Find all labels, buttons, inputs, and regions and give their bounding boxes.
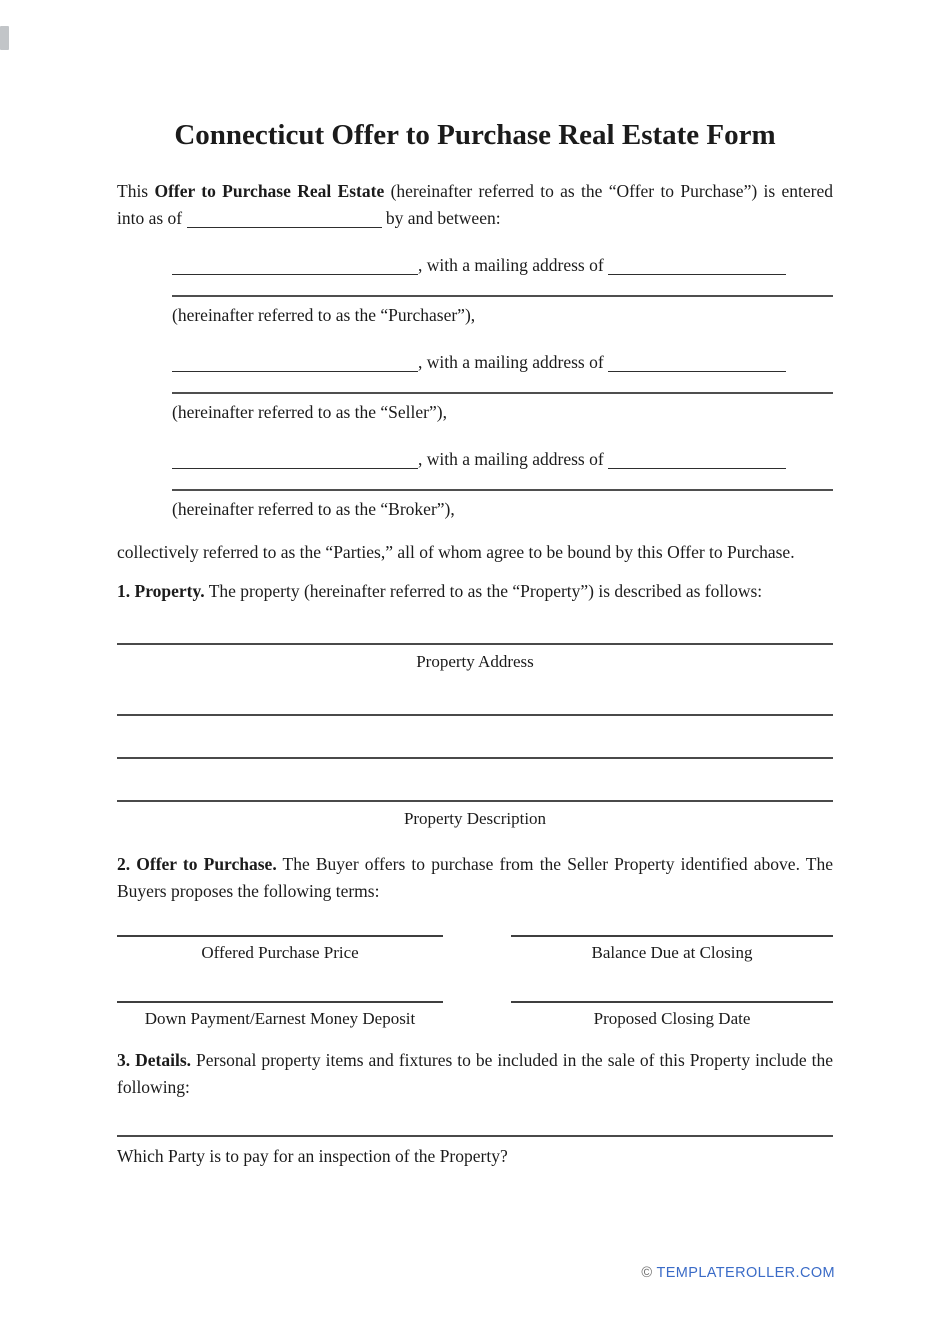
section-2-paragraph [117,851,833,905]
seller-address-continuation-blank[interactable] [172,392,833,394]
broker-address-blank[interactable] [608,450,786,469]
balance-due-blank[interactable] [511,935,833,937]
mailing-address-text: , with a mailing address of [418,255,609,275]
purchaser-address-continuation-blank[interactable] [172,295,833,297]
intro-lead: This [117,181,155,201]
property-description-blank-3[interactable] [117,800,833,802]
templateroller-link[interactable]: TEMPLATEROLLER.COM [656,1265,835,1281]
broker-name-line [172,446,833,473]
inspection-question: Which Party is to pay for an inspection of the Property? [117,1146,508,1166]
intro-tail: by and between: [381,208,501,228]
offered-purchase-price-blank[interactable] [117,935,443,937]
section-3-body: Personal property items and fixtures to be included in the sale of this Property include the following: [117,1050,833,1097]
purchaser-label: (hereinafter referred to as the “Purchaser”), [172,305,476,325]
offered-purchase-price-field [117,935,443,965]
purchaser-name-blank[interactable] [172,256,418,275]
section-3-paragraph [117,1047,833,1101]
proposed-closing-date-caption: Proposed Closing Date [593,1009,751,1028]
intro-mid: (hereinafter referred to as the “Offer to Purchase”) is entered into as of [117,181,833,228]
section-3-heading: 3. Details. [117,1050,192,1070]
balance-due-field [511,935,833,965]
effective-date-blank[interactable] [187,209,382,228]
balance-due-caption: Balance Due at Closing [591,943,753,962]
property-description-blank-2[interactable] [117,757,833,759]
mailing-address-text: , with a mailing address of [418,449,609,469]
details-blank[interactable] [117,1135,833,1137]
proposed-closing-date-blank[interactable] [511,1001,833,1003]
offer-fields-row-1 [117,935,833,965]
property-description-blank-1[interactable] [117,714,833,716]
section-2-heading: 2. Offer to Purchase. [117,854,277,874]
property-address-blank[interactable] [117,643,833,645]
intro-paragraph [117,178,833,232]
broker-block [172,446,833,523]
scan-artifact [0,26,9,50]
footer [641,1265,835,1281]
seller-label: (hereinafter referred to as the “Seller”), [172,402,447,422]
broker-name-blank[interactable] [172,450,418,469]
collective-paragraph: collectively referred to as the “Parties,” all of whom agree to be bound by this Offer to Purchase. [117,542,795,562]
property-address-caption: Property Address [416,652,534,671]
broker-label: (hereinafter referred to as the “Broker”), [172,499,455,519]
purchaser-address-blank[interactable] [608,256,786,275]
section-2-body: The Buyer offers to purchase from the Seller Property identified above. The Buyers proposes the following terms: [117,854,833,901]
down-payment-blank[interactable] [117,1001,443,1003]
intro-bold-phrase: Offer to Purchase Real Estate [154,181,385,201]
seller-name-line [172,349,833,376]
broker-address-continuation-blank[interactable] [172,489,833,491]
proposed-closing-date-field [511,1001,833,1031]
seller-block [172,349,833,426]
offered-purchase-price-caption: Offered Purchase Price [201,943,359,962]
copyright-symbol: © [641,1265,653,1281]
offer-fields-row-2 [117,1001,833,1031]
section-1-body: The property (hereinafter referred to as the “Property”) is described as follows: [204,581,763,601]
seller-address-blank[interactable] [608,353,786,372]
document-page [117,0,833,1170]
property-description-caption: Property Description [403,809,547,828]
mailing-address-text: , with a mailing address of [418,352,609,372]
down-payment-field [117,1001,443,1031]
section-1-paragraph [117,578,833,605]
purchaser-name-line [172,252,833,279]
purchaser-block [172,252,833,329]
section-1-heading: 1. Property. [117,581,205,601]
page-title: Connecticut Offer to Purchase Real Estate Form [174,119,776,151]
down-payment-caption: Down Payment/Earnest Money Deposit [144,1009,416,1028]
seller-name-blank[interactable] [172,353,418,372]
